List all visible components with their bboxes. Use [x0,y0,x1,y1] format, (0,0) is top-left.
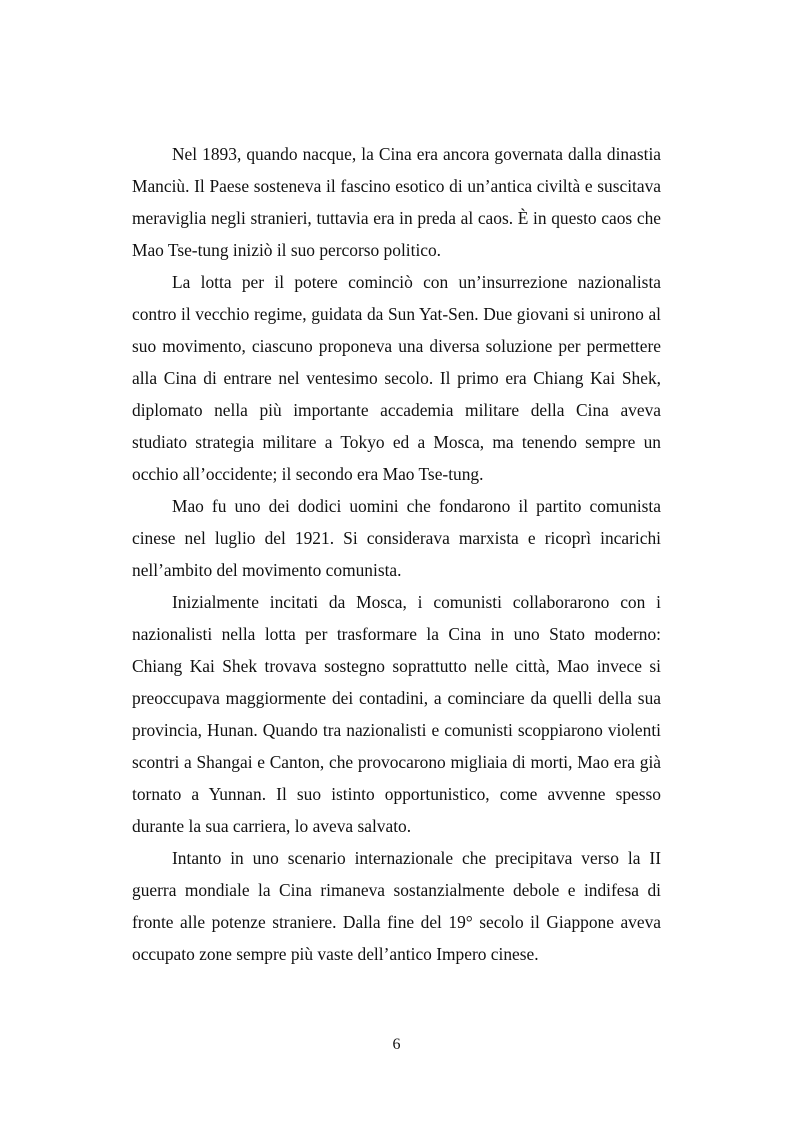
paragraph-1: Nel 1893, quando nacque, la Cina era ancora governata dalla dinastia Manciù. Il Paese sosteneva il fascino esotico di un’antica civiltà e suscitava meraviglia negli stranieri, tuttavia era in preda al caos. È in questo caos che Mao Tse-tung iniziò il suo percorso politico. [132,144,661,260]
paragraph-5: Intanto in uno scenario internazionale che precipitava verso la II guerra mondiale la Cina rimaneva sostanzialmente debole e indifesa di fronte alle potenze straniere. Dalla fine del 19° secolo il Giappone aveva occupato zone sempre più vaste dell’antico Impero cinese. [132,848,661,964]
page-number: 6 [392,1036,401,1053]
paragraph-2: La lotta per il potere cominciò con un’insurrezione nazionalista contro il vecchio regime, guidata da Sun Yat-Sen. Due giovani si unirono al suo movimento, ciascuno proponeva una diversa soluzione per permettere alla Cina di entrare nel ventesimo secolo. Il primo era Chiang Kai Shek, diplomato nella più importante accademia militare della Cina aveva studiato strategia militare a Tokyo ed a Mosca, ma tenendo sempre un occhio all’occidente; il secondo era Mao Tse-tung. [132,272,661,484]
page-body [132,138,661,970]
paragraph-3: Mao fu uno dei dodici uomini che fondarono il partito comunista cinese nel luglio del 1921. Si considerava marxista e ricoprì incarichi nell’ambito del movimento comunista. [132,496,661,580]
paragraph-4: Inizialmente incitati da Mosca, i comunisti collaborarono con i nazionalisti nella lotta per trasformare la Cina in uno Stato moderno: Chiang Kai Shek trovava sostegno soprattutto nelle città, Mao invece si preoccupava maggiormente dei contadini, a cominciare da quelli della sua provincia, Hunan. Quando tra nazionalisti e comunisti scoppiarono violenti scontri a Shangai e Canton, che provocarono migliaia di morti, Mao era già tornato a Yunnan. Il suo istinto opportunistico, come avvenne spesso durante la sua carriera, lo aveva salvato. [132,592,661,836]
